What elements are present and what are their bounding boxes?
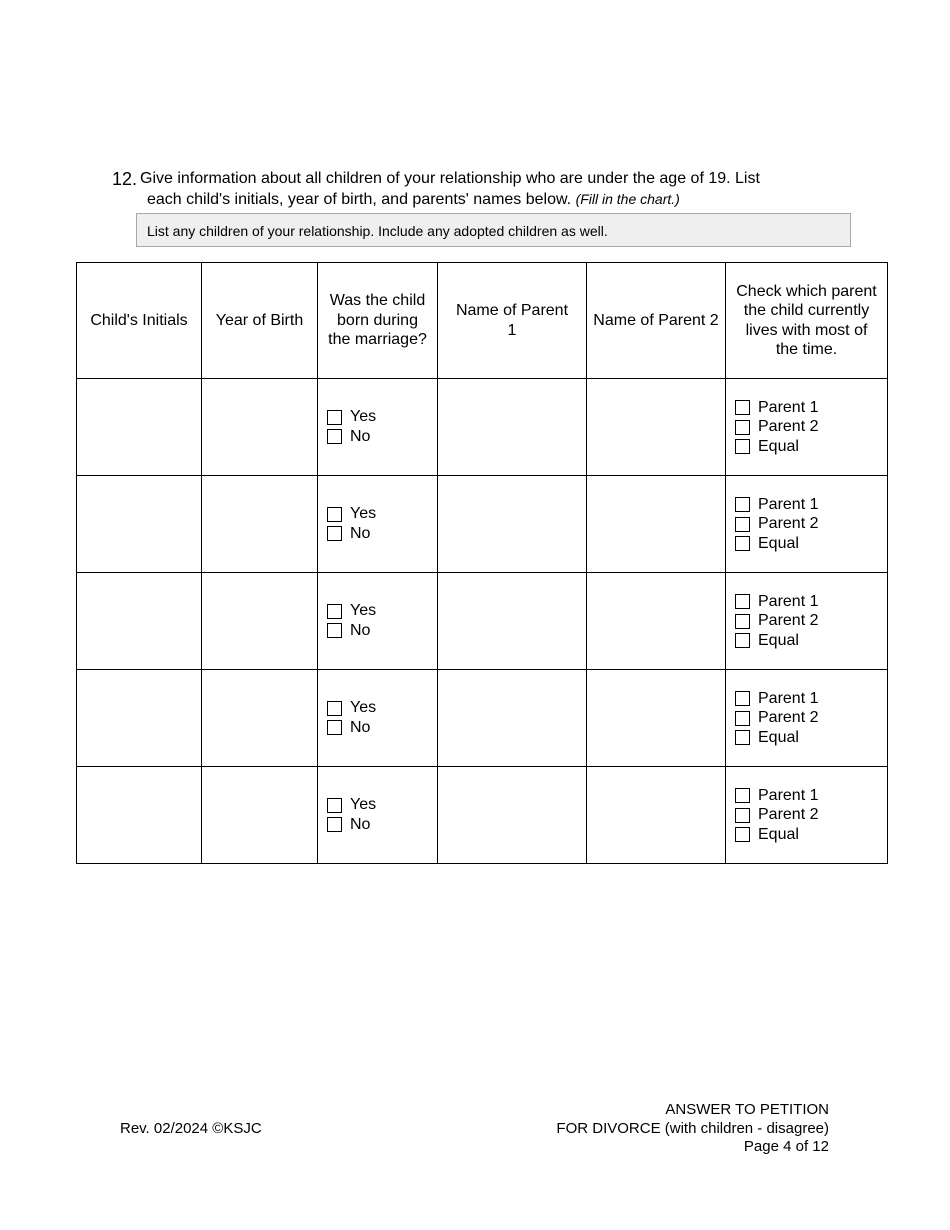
born-during-marriage-cell xyxy=(318,379,438,476)
table-row xyxy=(77,379,888,476)
equal-label: Equal xyxy=(758,825,799,843)
parent-1-label: Parent 1 xyxy=(758,398,819,416)
no-checkbox[interactable] xyxy=(327,526,342,541)
question-text-line1: Give information about all children of your relationship who are under the age of 19. List xyxy=(140,170,760,187)
parent-1-name-cell[interactable] xyxy=(438,573,587,670)
table-row xyxy=(77,476,888,573)
parent-1-checkbox[interactable] xyxy=(735,788,750,803)
yes-option xyxy=(327,602,437,622)
yes-option xyxy=(327,796,437,816)
yes-checkbox[interactable] xyxy=(327,507,342,522)
yes-label: Yes xyxy=(350,505,377,523)
childs-initials-cell[interactable] xyxy=(77,767,202,864)
yes-option xyxy=(327,408,437,428)
parent-1-checkbox[interactable] xyxy=(735,400,750,415)
page-number: Page 4 of 12 xyxy=(743,1138,829,1155)
born-during-marriage-cell xyxy=(318,573,438,670)
born-during-marriage-cell xyxy=(318,670,438,767)
year-of-birth-cell[interactable] xyxy=(202,670,318,767)
equal-option xyxy=(735,631,887,651)
year-of-birth-cell[interactable] xyxy=(202,767,318,864)
equal-checkbox[interactable] xyxy=(735,827,750,842)
parent-2-name-cell[interactable] xyxy=(587,379,726,476)
equal-option xyxy=(735,534,887,554)
parent-1-checkbox[interactable] xyxy=(735,594,750,609)
parent-1-checkbox[interactable] xyxy=(735,497,750,512)
parent-2-label: Parent 2 xyxy=(758,806,819,823)
no-option xyxy=(327,815,437,835)
parent-2-label: Parent 2 xyxy=(758,612,819,629)
parent-2-checkbox[interactable] xyxy=(735,711,750,726)
parent-1-option xyxy=(735,786,887,806)
header-born-during-marriage: Was the child born during the marriage? xyxy=(318,263,438,379)
no-label: No xyxy=(350,621,371,639)
parent-2-name-cell[interactable] xyxy=(587,670,726,767)
born-during-marriage-cell xyxy=(318,767,438,864)
equal-label: Equal xyxy=(758,437,799,455)
question-text-line2: each child's initials, year of birth, and parents' names below. (Fill in the chart.) xyxy=(147,191,680,208)
equal-label: Equal xyxy=(758,631,799,649)
yes-label: Yes xyxy=(350,408,377,426)
yes-label: Yes xyxy=(350,796,377,814)
parent-2-option xyxy=(735,805,887,825)
yes-label: Yes xyxy=(350,699,377,717)
parent-2-label: Parent 2 xyxy=(758,709,819,726)
equal-checkbox[interactable] xyxy=(735,439,750,454)
equal-label: Equal xyxy=(758,728,799,746)
form-footer xyxy=(556,1101,829,1157)
instruction-box: List any children of your relationship. Include any adopted children as well. xyxy=(136,213,851,247)
year-of-birth-cell[interactable] xyxy=(202,476,318,573)
yes-label: Yes xyxy=(350,602,377,620)
no-checkbox[interactable] xyxy=(327,817,342,832)
parent-1-option xyxy=(735,495,887,515)
yes-option xyxy=(327,699,437,719)
lives-with-cell xyxy=(726,476,888,573)
born-during-marriage-cell xyxy=(318,476,438,573)
equal-option xyxy=(735,437,887,457)
yes-checkbox[interactable] xyxy=(327,701,342,716)
equal-option xyxy=(735,825,887,845)
no-label: No xyxy=(350,815,371,833)
form-title-line2: FOR DIVORCE (with children - disagree) xyxy=(556,1119,829,1137)
no-option xyxy=(327,621,437,641)
no-label: No xyxy=(350,718,371,736)
header-name-of-parent-1: Name of Parent 1 xyxy=(438,263,587,379)
parent-1-checkbox[interactable] xyxy=(735,691,750,706)
header-lives-with: Check which parent the child currently lives with most of the time. xyxy=(726,263,888,379)
parent-2-name-cell[interactable] xyxy=(587,767,726,864)
revision-label: Rev. 02/2024 ©KSJC xyxy=(120,1120,262,1137)
parent-2-option xyxy=(735,514,887,534)
question-number: 12. xyxy=(112,169,138,189)
parent-1-name-cell[interactable] xyxy=(438,379,587,476)
year-of-birth-cell[interactable] xyxy=(202,379,318,476)
yes-checkbox[interactable] xyxy=(327,604,342,619)
parent-2-label: Parent 2 xyxy=(758,418,819,435)
parent-1-name-cell[interactable] xyxy=(438,476,587,573)
yes-checkbox[interactable] xyxy=(327,410,342,425)
lives-with-cell xyxy=(726,670,888,767)
parent-2-label: Parent 2 xyxy=(758,515,819,532)
no-checkbox[interactable] xyxy=(327,720,342,735)
parent-1-label: Parent 1 xyxy=(758,495,819,513)
lives-with-cell xyxy=(726,379,888,476)
parent-1-label: Parent 1 xyxy=(758,689,819,707)
no-checkbox[interactable] xyxy=(327,429,342,444)
no-label: No xyxy=(350,524,371,542)
parent-2-checkbox[interactable] xyxy=(735,517,750,532)
children-table xyxy=(76,262,888,864)
childs-initials-cell[interactable] xyxy=(77,670,202,767)
parent-2-checkbox[interactable] xyxy=(735,614,750,629)
yes-checkbox[interactable] xyxy=(327,798,342,813)
parent-2-checkbox[interactable] xyxy=(735,420,750,435)
table-row xyxy=(77,573,888,670)
parent-1-option xyxy=(735,689,887,709)
header-childs-initials: Child's Initials xyxy=(77,263,202,379)
equal-label: Equal xyxy=(758,534,799,552)
no-option xyxy=(327,718,437,738)
parent-1-option xyxy=(735,398,887,418)
parent-2-checkbox[interactable] xyxy=(735,808,750,823)
form-title-line1: ANSWER TO PETITION xyxy=(665,1101,829,1118)
equal-checkbox[interactable] xyxy=(735,633,750,648)
no-checkbox[interactable] xyxy=(327,623,342,638)
parent-1-label: Parent 1 xyxy=(758,786,819,804)
parent-1-option xyxy=(735,592,887,612)
equal-option xyxy=(735,728,887,748)
parent-1-name-cell[interactable] xyxy=(438,670,587,767)
yes-option xyxy=(327,505,437,525)
lives-with-cell xyxy=(726,573,888,670)
lives-with-cell xyxy=(726,767,888,864)
parent-2-name-cell[interactable] xyxy=(587,476,726,573)
question-note: (Fill in the chart.) xyxy=(575,191,680,207)
parent-2-name-cell[interactable] xyxy=(587,573,726,670)
no-option xyxy=(327,524,437,544)
parent-2-option xyxy=(735,708,887,728)
parent-2-option xyxy=(735,611,887,631)
childs-initials-cell[interactable] xyxy=(77,573,202,670)
header-name-of-parent-2: Name of Parent 2 xyxy=(587,263,726,379)
no-label: No xyxy=(350,427,371,445)
equal-checkbox[interactable] xyxy=(735,730,750,745)
equal-checkbox[interactable] xyxy=(735,536,750,551)
no-option xyxy=(327,427,437,447)
header-year-of-birth: Year of Birth xyxy=(202,263,318,379)
parent-2-option xyxy=(735,417,887,437)
parent-1-label: Parent 1 xyxy=(758,592,819,610)
table-header-row xyxy=(77,263,888,379)
parent-1-name-cell[interactable] xyxy=(438,767,587,864)
table-row xyxy=(77,767,888,864)
table-row xyxy=(77,670,888,767)
year-of-birth-cell[interactable] xyxy=(202,573,318,670)
childs-initials-cell[interactable] xyxy=(77,379,202,476)
childs-initials-cell[interactable] xyxy=(77,476,202,573)
